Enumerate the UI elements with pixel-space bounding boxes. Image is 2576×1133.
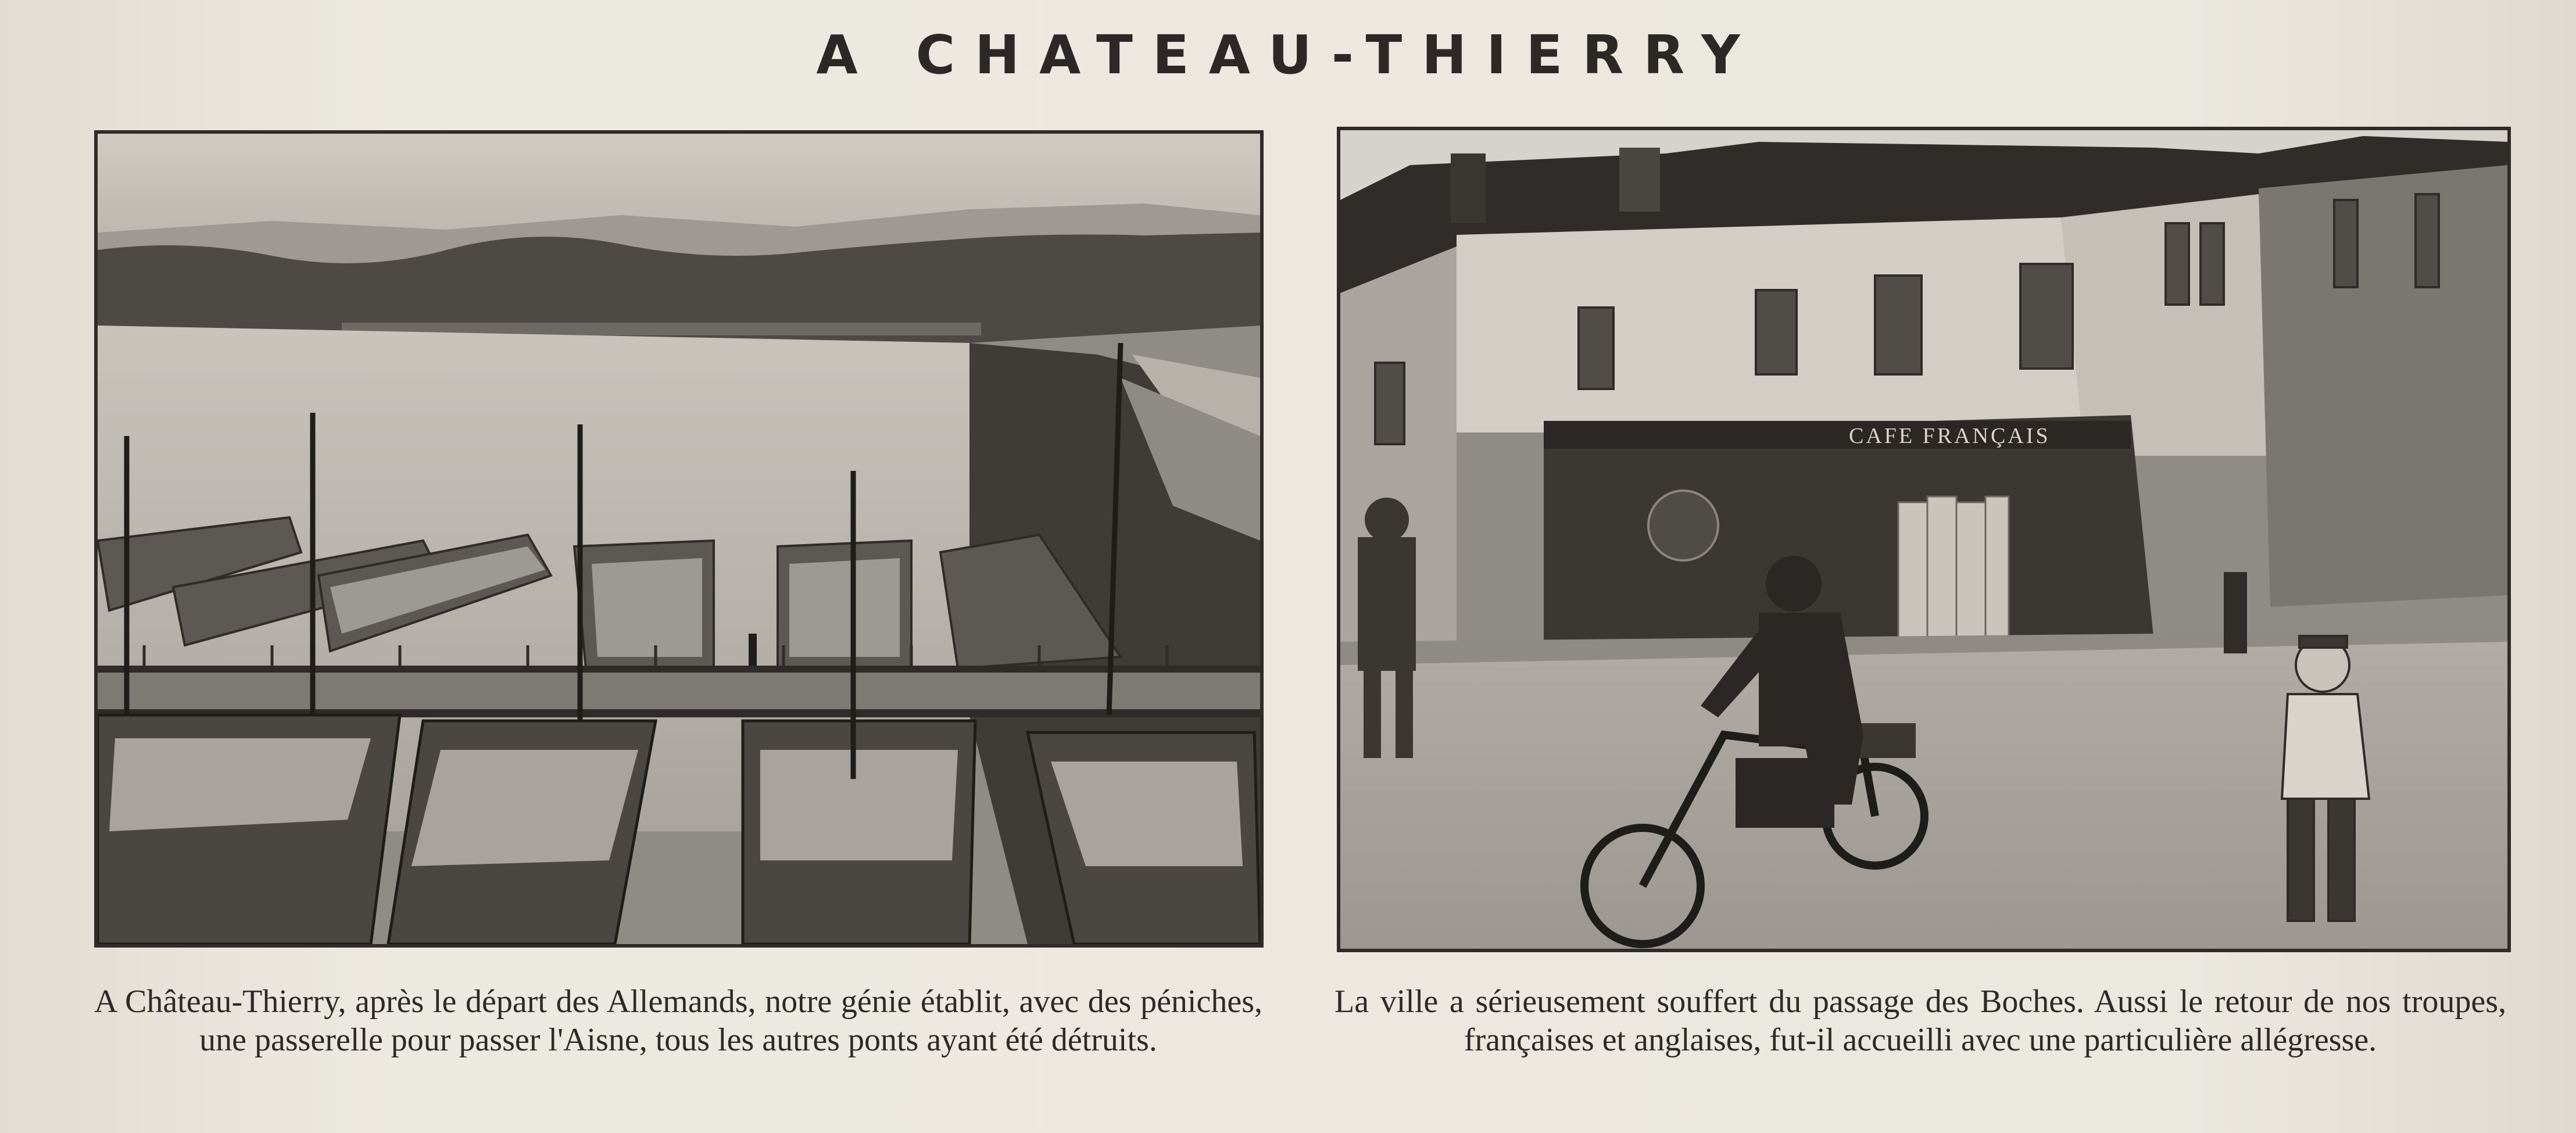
street-motorcyclist-photo [1337,127,2511,952]
river-barges-photo [94,130,1264,948]
caption-left: A Château-Thierry, après le départ des Allemands, notre génie établit, avec des péniches, une passerelle pour passer l'Aisne, tous les autres ponts ayant été détruits. [94,984,1262,1058]
cafe-sign: CAFE FRANÇAIS [1849,424,2051,448]
page-title: A CHATEAU-THIERRY [816,24,1760,86]
street-motorcyclist-illustration [1340,130,2507,949]
river-barges-illustration [98,134,1260,944]
caption-right: La ville a sérieusement souffert du passage des Boches. Aussi le retour de nos troupes, françaises et anglaises, fut-il accueilli avec une particulière allégresse. [1334,984,2506,1058]
